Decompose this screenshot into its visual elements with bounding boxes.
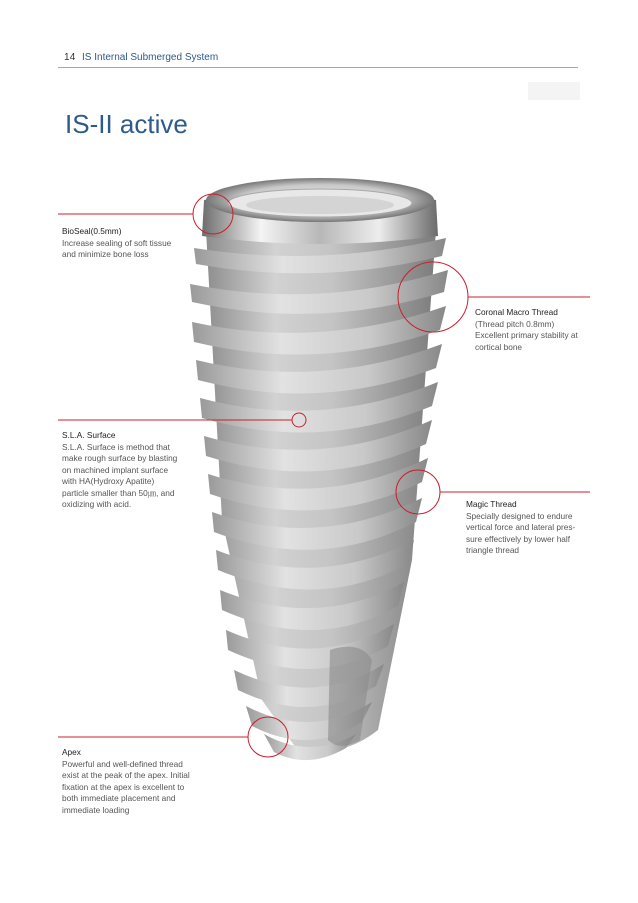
coronal-line: (Thread pitch 0.8mm) xyxy=(475,318,555,329)
coronal-callout xyxy=(475,307,578,353)
page-number: 14 xyxy=(64,52,76,63)
apex-line: exist at the peak of the apex. Initial xyxy=(62,770,190,780)
coronal-title: Coronal Macro Thread xyxy=(475,307,558,317)
sla-line: oxidizing with acid. xyxy=(62,499,132,509)
sla-line: with HA(Hydroxy Apatite) xyxy=(62,476,155,486)
magic-line: sure effectively by lower half xyxy=(466,533,571,544)
apex-line: Powerful and well-defined thread xyxy=(62,758,183,769)
apex-line: fixation at the apex is excellent to xyxy=(62,781,185,792)
apex-line: both immediate placement and xyxy=(62,793,176,803)
sla-callout xyxy=(62,430,177,511)
bioseal-callout xyxy=(62,226,171,261)
bioseal-line: and minimize bone loss xyxy=(62,249,149,259)
magic-line: triangle thread xyxy=(466,545,520,555)
sla-line: on machined implant surface xyxy=(62,464,169,475)
coronal-line: Excellent primary stability at xyxy=(475,330,578,340)
coronal-line: cortical bone xyxy=(475,341,523,352)
section-title: IS Internal Submerged System xyxy=(82,52,219,63)
sla-line: particle smaller than 50㎛, and xyxy=(62,487,175,498)
bioseal-title: BioSeal(0.5mm) xyxy=(62,226,122,236)
sla-title: S.L.A. Surface xyxy=(62,430,116,440)
magic-title: Magic Thread xyxy=(466,499,517,509)
sla-line: S.L.A. Surface is method that xyxy=(62,441,170,452)
sla-line: make rough surface by blasting xyxy=(62,453,178,463)
apex-line: immediate loading xyxy=(62,804,130,815)
magic-line: vertical force and lateral pres- xyxy=(466,522,576,532)
apex-title: Apex xyxy=(62,747,81,757)
magic-line: Specially designed to endure xyxy=(466,510,573,521)
page-title: IS-II active xyxy=(65,109,188,140)
magic-callout xyxy=(466,499,575,557)
apex-callout xyxy=(62,747,190,816)
bioseal-line: Increase sealing of soft tissue xyxy=(62,237,172,248)
